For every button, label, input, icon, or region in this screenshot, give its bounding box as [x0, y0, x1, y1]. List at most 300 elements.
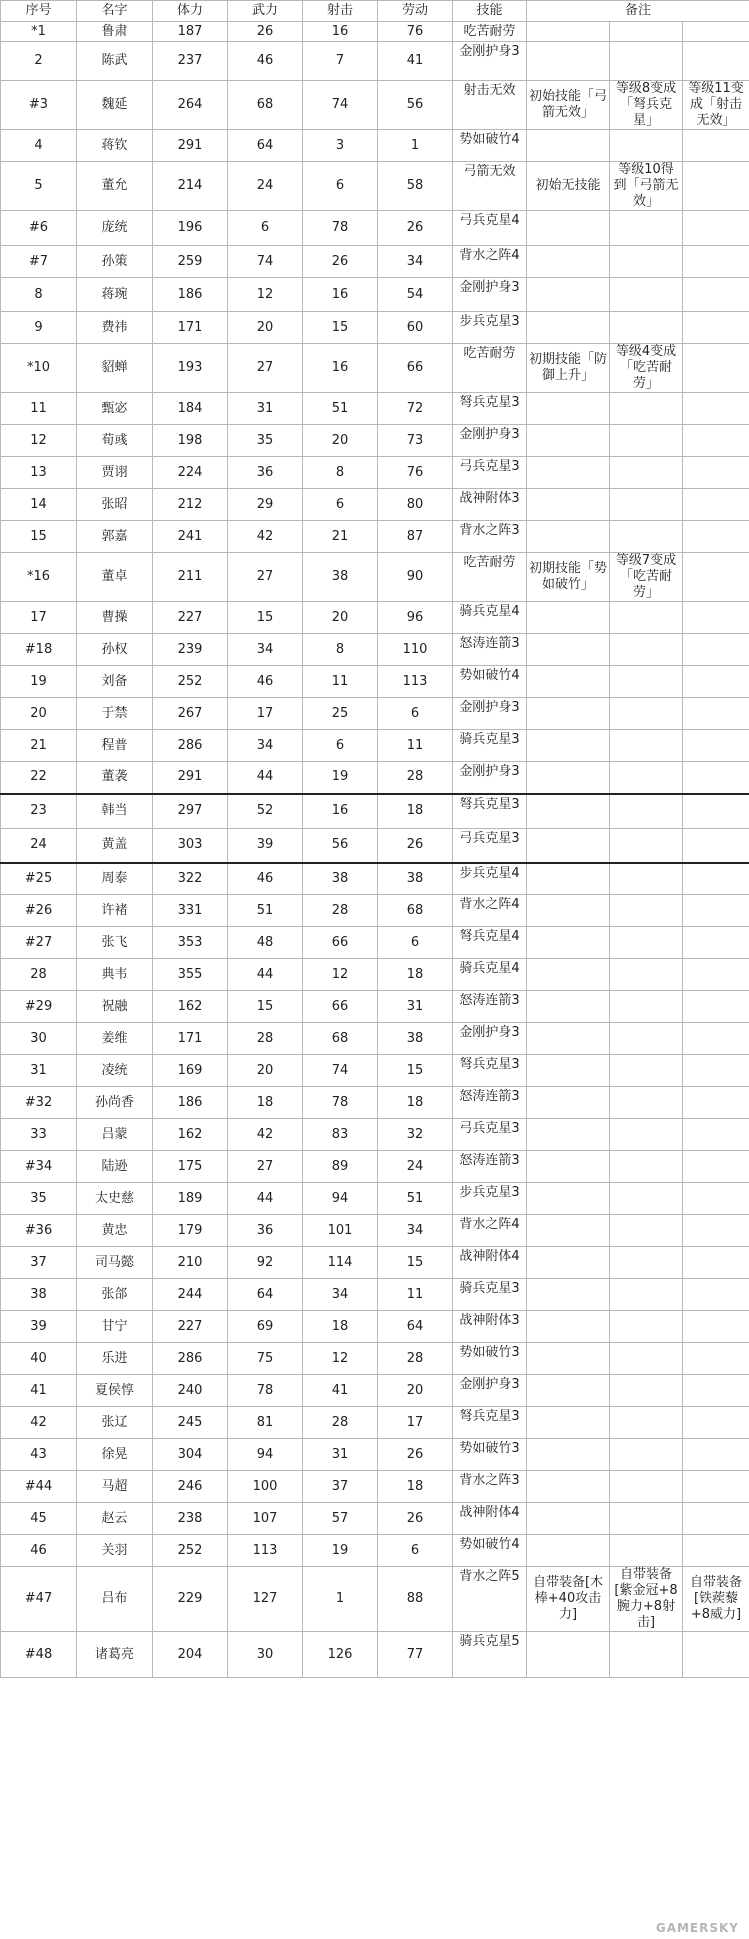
row-note-1 [527, 1183, 610, 1215]
row-note-3 [683, 1471, 749, 1503]
row-strength: 28 [228, 1023, 303, 1055]
row-skill: 势如破竹3 [453, 1343, 527, 1375]
row-skill: 金刚护身3 [453, 1023, 527, 1055]
row-hp: 241 [153, 521, 228, 553]
row-hp: 169 [153, 1055, 228, 1087]
row-skill: 骑兵克星3 [453, 730, 527, 762]
row-strength: 127 [228, 1567, 303, 1632]
row-id: #29 [1, 991, 77, 1023]
row-note-3 [683, 1375, 749, 1407]
table-row [1, 22, 749, 42]
row-strength: 113 [228, 1535, 303, 1567]
row-note-3 [683, 553, 749, 602]
row-note-3: 等级11变成「射击无效」 [683, 81, 749, 130]
row-note-1 [527, 489, 610, 521]
row-note-2 [610, 927, 683, 959]
row-labor: 15 [378, 1055, 453, 1087]
row-name: 费祎 [77, 312, 153, 344]
row-name: 韩当 [77, 794, 153, 829]
row-note-2 [610, 666, 683, 698]
row-labor: 64 [378, 1311, 453, 1343]
row-name: 吕蒙 [77, 1119, 153, 1151]
row-id: 30 [1, 1023, 77, 1055]
row-shooting: 19 [303, 762, 378, 794]
row-skill: 弓兵克星3 [453, 457, 527, 489]
row-id: 19 [1, 666, 77, 698]
row-id: 15 [1, 521, 77, 553]
row-labor: 6 [378, 698, 453, 730]
table-header-row [1, 1, 749, 22]
row-strength: 107 [228, 1503, 303, 1535]
row-shooting: 16 [303, 794, 378, 829]
row-strength: 34 [228, 634, 303, 666]
row-hp: 240 [153, 1375, 228, 1407]
row-labor: 76 [378, 22, 453, 42]
row-name: 张飞 [77, 927, 153, 959]
row-name: 陆逊 [77, 1151, 153, 1183]
row-strength: 94 [228, 1439, 303, 1471]
row-skill: 背水之阵3 [453, 521, 527, 553]
row-skill: 弓兵克星3 [453, 829, 527, 863]
row-id: 24 [1, 829, 77, 863]
table-row [1, 829, 749, 863]
row-strength: 51 [228, 895, 303, 927]
row-hp: 196 [153, 211, 228, 246]
row-labor: 18 [378, 1087, 453, 1119]
row-skill: 金刚护身3 [453, 762, 527, 794]
row-note-3 [683, 312, 749, 344]
header-shooting: 射击 [303, 1, 378, 22]
row-skill: 弩兵克星4 [453, 927, 527, 959]
row-shooting: 7 [303, 42, 378, 81]
row-id: 14 [1, 489, 77, 521]
row-note-2 [610, 1471, 683, 1503]
watermark-logo: GAMERSKY [655, 1921, 739, 1935]
row-id: 31 [1, 1055, 77, 1087]
row-note-3 [683, 425, 749, 457]
row-note-2 [610, 1311, 683, 1343]
row-name: 司马懿 [77, 1247, 153, 1279]
row-shooting: 26 [303, 246, 378, 278]
row-shooting: 41 [303, 1375, 378, 1407]
row-strength: 68 [228, 81, 303, 130]
row-strength: 15 [228, 991, 303, 1023]
table-row [1, 130, 749, 162]
row-skill: 势如破竹4 [453, 1535, 527, 1567]
table-row [1, 1439, 749, 1471]
row-strength: 36 [228, 1215, 303, 1247]
row-id: 22 [1, 762, 77, 794]
row-note-2 [610, 1023, 683, 1055]
row-skill: 金刚护身3 [453, 698, 527, 730]
row-labor: 31 [378, 991, 453, 1023]
row-name: 魏延 [77, 81, 153, 130]
row-note-1 [527, 312, 610, 344]
row-note-1 [527, 1375, 610, 1407]
row-note-2 [610, 1439, 683, 1471]
row-note-2: 等级7变成「吃苦耐劳」 [610, 553, 683, 602]
row-skill: 金刚护身3 [453, 42, 527, 81]
row-strength: 31 [228, 393, 303, 425]
row-note-3 [683, 457, 749, 489]
row-note-2 [610, 1375, 683, 1407]
row-name: 贾诩 [77, 457, 153, 489]
row-shooting: 74 [303, 81, 378, 130]
row-id: 43 [1, 1439, 77, 1471]
row-name: 孙尚香 [77, 1087, 153, 1119]
row-name: 赵云 [77, 1503, 153, 1535]
row-note-3 [683, 634, 749, 666]
row-name: 乐进 [77, 1343, 153, 1375]
row-note-2 [610, 829, 683, 863]
row-shooting: 66 [303, 927, 378, 959]
row-note-3 [683, 344, 749, 393]
row-hp: 267 [153, 698, 228, 730]
row-hp: 244 [153, 1279, 228, 1311]
row-shooting: 34 [303, 1279, 378, 1311]
row-note-2 [610, 425, 683, 457]
row-hp: 171 [153, 312, 228, 344]
row-labor: 88 [378, 1567, 453, 1632]
row-skill: 金刚护身3 [453, 278, 527, 312]
header-labor: 劳动 [378, 1, 453, 22]
row-note-2 [610, 22, 683, 42]
row-skill: 吃苦耐劳 [453, 22, 527, 42]
row-id: 4 [1, 130, 77, 162]
row-skill: 怒涛连箭3 [453, 1087, 527, 1119]
row-strength: 6 [228, 211, 303, 246]
row-strength: 46 [228, 666, 303, 698]
row-strength: 81 [228, 1407, 303, 1439]
row-note-3 [683, 959, 749, 991]
row-skill: 弓兵克星3 [453, 1119, 527, 1151]
row-name: 孙权 [77, 634, 153, 666]
row-id: 46 [1, 1535, 77, 1567]
row-note-3 [683, 1183, 749, 1215]
row-note-2 [610, 1279, 683, 1311]
row-hp: 204 [153, 1632, 228, 1678]
row-id: *10 [1, 344, 77, 393]
row-strength: 44 [228, 1183, 303, 1215]
row-note-1 [527, 762, 610, 794]
table-row [1, 991, 749, 1023]
row-note-2 [610, 246, 683, 278]
row-labor: 15 [378, 1247, 453, 1279]
row-skill: 背水之阵4 [453, 246, 527, 278]
row-note-2 [610, 794, 683, 829]
row-note-1 [527, 1247, 610, 1279]
row-name: 吕布 [77, 1567, 153, 1632]
row-shooting: 68 [303, 1023, 378, 1055]
row-labor: 54 [378, 278, 453, 312]
row-note-1 [527, 991, 610, 1023]
row-note-2 [610, 959, 683, 991]
row-name: 张郃 [77, 1279, 153, 1311]
row-shooting: 6 [303, 162, 378, 211]
row-labor: 34 [378, 246, 453, 278]
row-skill: 步兵克星3 [453, 1183, 527, 1215]
row-hp: 246 [153, 1471, 228, 1503]
row-note-2: 等级8变成「弩兵克星」 [610, 81, 683, 130]
row-shooting: 19 [303, 1535, 378, 1567]
table-row [1, 211, 749, 246]
row-hp: 322 [153, 863, 228, 895]
row-name: 马超 [77, 1471, 153, 1503]
table-row [1, 457, 749, 489]
row-strength: 69 [228, 1311, 303, 1343]
row-note-3 [683, 1023, 749, 1055]
row-skill: 骑兵克星3 [453, 1279, 527, 1311]
row-note-1 [527, 1215, 610, 1247]
row-skill: 吃苦耐劳 [453, 553, 527, 602]
row-hp: 245 [153, 1407, 228, 1439]
row-note-3 [683, 1503, 749, 1535]
row-hp: 184 [153, 393, 228, 425]
row-labor: 32 [378, 1119, 453, 1151]
row-name: 甄宓 [77, 393, 153, 425]
table-row [1, 895, 749, 927]
row-note-2 [610, 1055, 683, 1087]
row-skill: 弩兵克星3 [453, 794, 527, 829]
row-id: #18 [1, 634, 77, 666]
row-name: 曹操 [77, 602, 153, 634]
row-labor: 34 [378, 1215, 453, 1247]
row-note-1 [527, 278, 610, 312]
row-shooting: 20 [303, 602, 378, 634]
row-name: 陈武 [77, 42, 153, 81]
row-id: 21 [1, 730, 77, 762]
row-name: 黄忠 [77, 1215, 153, 1247]
row-hp: 259 [153, 246, 228, 278]
table-row [1, 1279, 749, 1311]
table-body [1, 22, 749, 1678]
row-note-3 [683, 489, 749, 521]
row-hp: 229 [153, 1567, 228, 1632]
row-note-3: 自带装备[铁蒺藜+8威力] [683, 1567, 749, 1632]
row-note-2 [610, 1215, 683, 1247]
row-shooting: 89 [303, 1151, 378, 1183]
row-hp: 162 [153, 991, 228, 1023]
row-labor: 26 [378, 1503, 453, 1535]
row-shooting: 12 [303, 959, 378, 991]
row-labor: 18 [378, 1471, 453, 1503]
row-name: 郭嘉 [77, 521, 153, 553]
row-note-1 [527, 634, 610, 666]
row-id: 8 [1, 278, 77, 312]
row-note-3 [683, 991, 749, 1023]
row-name: 鲁肃 [77, 22, 153, 42]
table-row [1, 1023, 749, 1055]
table-row [1, 1311, 749, 1343]
row-note-1 [527, 457, 610, 489]
row-note-2 [610, 1343, 683, 1375]
row-shooting: 38 [303, 863, 378, 895]
row-note-3 [683, 666, 749, 698]
row-note-1 [527, 794, 610, 829]
row-name: 荀彧 [77, 425, 153, 457]
row-strength: 18 [228, 1087, 303, 1119]
row-name: 许褚 [77, 895, 153, 927]
row-id: 23 [1, 794, 77, 829]
row-note-3 [683, 762, 749, 794]
row-shooting: 12 [303, 1343, 378, 1375]
row-name: 典韦 [77, 959, 153, 991]
row-note-3 [683, 521, 749, 553]
row-note-1 [527, 1471, 610, 1503]
row-shooting: 31 [303, 1439, 378, 1471]
row-note-1: 初期技能「势如破竹」 [527, 553, 610, 602]
row-note-2 [610, 1247, 683, 1279]
row-id: #47 [1, 1567, 77, 1632]
row-shooting: 11 [303, 666, 378, 698]
row-hp: 252 [153, 1535, 228, 1567]
row-strength: 30 [228, 1632, 303, 1678]
row-name: 董卓 [77, 553, 153, 602]
row-note-1 [527, 1119, 610, 1151]
row-labor: 87 [378, 521, 453, 553]
row-labor: 17 [378, 1407, 453, 1439]
row-shooting: 51 [303, 393, 378, 425]
row-shooting: 38 [303, 553, 378, 602]
row-id: #27 [1, 927, 77, 959]
row-name: 蒋钦 [77, 130, 153, 162]
row-note-2 [610, 278, 683, 312]
row-hp: 286 [153, 730, 228, 762]
row-shooting: 6 [303, 730, 378, 762]
row-note-2: 等级10得到「弓箭无效」 [610, 162, 683, 211]
row-id: *16 [1, 553, 77, 602]
row-labor: 41 [378, 42, 453, 81]
row-labor: 6 [378, 927, 453, 959]
row-shooting: 1 [303, 1567, 378, 1632]
row-hp: 186 [153, 278, 228, 312]
row-note-2 [610, 602, 683, 634]
row-hp: 214 [153, 162, 228, 211]
row-shooting: 16 [303, 22, 378, 42]
row-strength: 17 [228, 698, 303, 730]
row-skill: 背水之阵5 [453, 1567, 527, 1632]
row-note-2 [610, 1151, 683, 1183]
row-id: 40 [1, 1343, 77, 1375]
row-hp: 353 [153, 927, 228, 959]
row-shooting: 8 [303, 457, 378, 489]
row-strength: 27 [228, 1151, 303, 1183]
row-note-3 [683, 1535, 749, 1567]
row-name: 貂蝉 [77, 344, 153, 393]
row-hp: 193 [153, 344, 228, 393]
row-hp: 264 [153, 81, 228, 130]
row-name: 徐晃 [77, 1439, 153, 1471]
row-labor: 20 [378, 1375, 453, 1407]
row-id: #3 [1, 81, 77, 130]
table-row [1, 959, 749, 991]
table-row [1, 1471, 749, 1503]
row-note-3 [683, 162, 749, 211]
row-labor: 77 [378, 1632, 453, 1678]
table-row [1, 602, 749, 634]
row-id: 12 [1, 425, 77, 457]
row-shooting: 78 [303, 211, 378, 246]
row-skill: 吃苦耐劳 [453, 344, 527, 393]
row-labor: 76 [378, 457, 453, 489]
row-shooting: 83 [303, 1119, 378, 1151]
row-labor: 56 [378, 81, 453, 130]
row-note-2 [610, 489, 683, 521]
row-strength: 44 [228, 959, 303, 991]
row-labor: 51 [378, 1183, 453, 1215]
row-labor: 90 [378, 553, 453, 602]
row-labor: 11 [378, 1279, 453, 1311]
row-note-1 [527, 1407, 610, 1439]
row-id: #6 [1, 211, 77, 246]
row-note-3 [683, 393, 749, 425]
row-note-2 [610, 863, 683, 895]
row-id: 13 [1, 457, 77, 489]
row-note-2 [610, 457, 683, 489]
row-name: 刘备 [77, 666, 153, 698]
row-strength: 78 [228, 1375, 303, 1407]
row-note-1 [527, 1087, 610, 1119]
row-id: 2 [1, 42, 77, 81]
table-row [1, 1087, 749, 1119]
row-strength: 42 [228, 521, 303, 553]
table-row [1, 1567, 749, 1632]
row-strength: 20 [228, 312, 303, 344]
row-shooting: 74 [303, 1055, 378, 1087]
row-id: #48 [1, 1632, 77, 1678]
row-id: 11 [1, 393, 77, 425]
row-shooting: 114 [303, 1247, 378, 1279]
row-strength: 46 [228, 42, 303, 81]
row-shooting: 56 [303, 829, 378, 863]
row-note-2 [610, 211, 683, 246]
row-hp: 162 [153, 1119, 228, 1151]
row-note-3 [683, 1247, 749, 1279]
row-shooting: 16 [303, 344, 378, 393]
row-strength: 52 [228, 794, 303, 829]
row-labor: 11 [378, 730, 453, 762]
row-shooting: 94 [303, 1183, 378, 1215]
row-name: 关羽 [77, 1535, 153, 1567]
row-labor: 28 [378, 762, 453, 794]
row-skill: 步兵克星3 [453, 312, 527, 344]
row-labor: 113 [378, 666, 453, 698]
table-row [1, 1151, 749, 1183]
row-note-1 [527, 246, 610, 278]
row-strength: 12 [228, 278, 303, 312]
row-skill: 战神附体4 [453, 1247, 527, 1279]
row-shooting: 57 [303, 1503, 378, 1535]
row-labor: 38 [378, 1023, 453, 1055]
table-row [1, 489, 749, 521]
row-skill: 弓箭无效 [453, 162, 527, 211]
row-id: #25 [1, 863, 77, 895]
row-note-1: 初期技能「防御上升」 [527, 344, 610, 393]
table-row [1, 278, 749, 312]
row-id: 20 [1, 698, 77, 730]
row-id: 45 [1, 1503, 77, 1535]
row-note-1 [527, 42, 610, 81]
row-id: #44 [1, 1471, 77, 1503]
table-row [1, 634, 749, 666]
row-strength: 24 [228, 162, 303, 211]
table-row [1, 1503, 749, 1535]
row-note-2: 等级4变成「吃苦耐劳」 [610, 344, 683, 393]
row-labor: 6 [378, 1535, 453, 1567]
row-shooting: 3 [303, 130, 378, 162]
row-shooting: 8 [303, 634, 378, 666]
row-labor: 18 [378, 959, 453, 991]
